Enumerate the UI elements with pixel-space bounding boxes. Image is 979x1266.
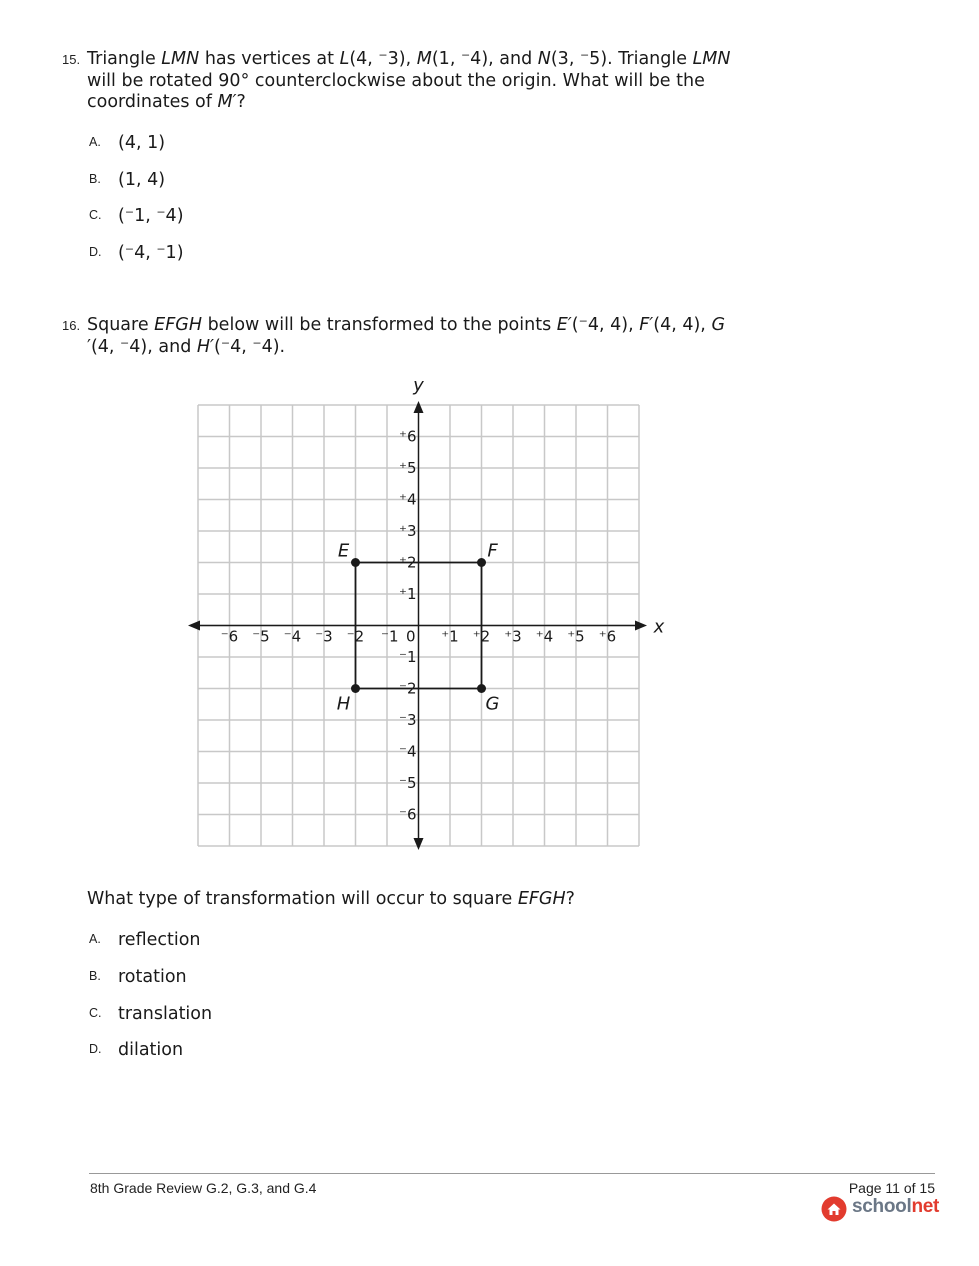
- choice-letter: B.: [89, 172, 101, 186]
- choice-letter: D.: [89, 1042, 102, 1056]
- term: LMN: [161, 49, 200, 69]
- vertex-label: G: [485, 693, 500, 715]
- choice-letter: B.: [89, 969, 101, 983]
- choice-letter: C.: [89, 208, 102, 222]
- text: (⁻4, 4),: [571, 315, 640, 335]
- x-tick-label: ⁻6: [220, 627, 239, 646]
- y-tick-label: ⁺6: [399, 427, 417, 446]
- choice-text: reflection: [118, 930, 201, 950]
- term: EFGH: [154, 315, 203, 335]
- x-tick-label: ⁺3: [504, 627, 522, 646]
- choice-text: translation: [118, 1004, 213, 1024]
- text: (4, 4),: [653, 315, 712, 335]
- y-tick-label: ⁺1: [399, 585, 417, 603]
- x-tick-label: ⁺6: [598, 627, 617, 646]
- term: M′: [217, 92, 237, 112]
- y-tick-label: ⁻2: [399, 679, 417, 698]
- stem-line: [87, 92, 787, 114]
- x-tick-label: 0: [405, 627, 416, 646]
- text: below will be transformed to the points: [202, 315, 557, 335]
- text: ?: [565, 889, 575, 909]
- choice-letter: A.: [89, 135, 101, 149]
- axes: [188, 375, 665, 850]
- text: (4, ⁻3),: [349, 49, 417, 69]
- text: Triangle: [87, 49, 162, 69]
- y-tick-label: ⁺2: [399, 553, 417, 572]
- y-tick-label: ⁺5: [399, 459, 417, 477]
- text: Square: [87, 315, 155, 335]
- x-tick-label: ⁻4: [283, 627, 302, 646]
- choice-text: dilation: [118, 1040, 184, 1060]
- logo-word: school: [852, 1196, 912, 1217]
- question-number: 16.: [62, 318, 81, 333]
- choice-text: (⁻1, ⁻4): [118, 206, 184, 226]
- stem-line: [87, 49, 787, 71]
- choice-letter: C.: [89, 1006, 102, 1020]
- logo-word: net: [911, 1196, 940, 1217]
- page-number: Page 11 of 15: [848, 1180, 935, 1196]
- x-axis-arrow-left: [188, 621, 200, 631]
- choice-text: (4, 1): [118, 133, 166, 153]
- term: LMN: [692, 49, 731, 69]
- term: EFGH: [517, 889, 566, 909]
- y-tick-label: ⁻4: [399, 742, 417, 761]
- vertex-point: [351, 558, 360, 567]
- footer-divider: [89, 1173, 935, 1174]
- stem-line: [87, 315, 787, 337]
- question-stem: [87, 49, 787, 114]
- vertex-point: [351, 684, 360, 693]
- x-tick-label: ⁺4: [535, 627, 554, 646]
- x-tick-label: ⁺5: [567, 627, 585, 646]
- choice-text: rotation: [118, 967, 187, 987]
- coordinate-graph: [190, 375, 665, 851]
- text: (3, ⁻5). Triangle: [550, 49, 693, 69]
- y-axis-arrow-down: [414, 838, 424, 850]
- x-tick-label: ⁻2: [346, 627, 365, 646]
- x-tick-label: ⁺1: [441, 627, 459, 646]
- term: N: [537, 49, 551, 69]
- x-tick-label: ⁻1: [381, 627, 399, 646]
- term: G: [711, 315, 725, 335]
- stem-line: [87, 337, 787, 359]
- choice-text: (1, 4): [118, 170, 166, 190]
- term: F′: [639, 315, 654, 335]
- vertex-point: [477, 558, 486, 567]
- choice-text: (⁻4, ⁻1): [118, 243, 184, 263]
- x-axis-label: x: [653, 616, 665, 638]
- text: (⁻4, ⁻4).: [214, 336, 286, 357]
- question-number: 15.: [62, 52, 81, 67]
- text: (1, ⁻4), and: [431, 49, 538, 69]
- text: has vertices at: [199, 49, 340, 69]
- term: H′: [196, 336, 215, 357]
- house-icon: [821, 1196, 847, 1222]
- y-tick-label: ⁻1: [399, 648, 417, 666]
- y-tick-label: ⁻3: [399, 711, 417, 729]
- footer-title: 8th Grade Review G.2, G.3, and G.4: [90, 1180, 317, 1196]
- text: What type of transformation will occur to square: [87, 889, 518, 909]
- x-tick-label: ⁻3: [315, 627, 333, 646]
- vertex-point: [477, 684, 486, 693]
- y-tick-label: ⁺4: [399, 490, 417, 509]
- x-tick-label: ⁻5: [252, 627, 270, 646]
- choice-letter: A.: [89, 932, 101, 946]
- vertex-label: E: [337, 540, 350, 562]
- y-tick-label: ⁻5: [399, 774, 417, 792]
- y-tick-label: ⁺3: [399, 522, 417, 540]
- vertex-label: H: [336, 693, 351, 715]
- stem-line: will be rotated 90° counterclockwise about the origin. What will be the: [87, 70, 705, 91]
- y-tick-label: ⁻6: [399, 805, 417, 824]
- question-prompt: [87, 889, 787, 911]
- text: coordinates of: [87, 92, 218, 112]
- y-axis-arrow-up: [414, 401, 424, 413]
- choice-letter: D.: [89, 245, 102, 259]
- term: E′: [556, 315, 572, 335]
- x-tick-label: ⁺2: [472, 627, 491, 646]
- term: L: [339, 49, 350, 69]
- logo-wordmark: [852, 1196, 939, 1218]
- question-stem: [87, 315, 787, 358]
- text: ?: [236, 92, 246, 112]
- x-axis-arrow-right: [635, 621, 647, 631]
- vertex-label: F: [487, 540, 498, 562]
- term: M: [416, 49, 432, 69]
- text: ′(4, ⁻4), and: [87, 336, 197, 357]
- y-axis-label: y: [413, 375, 424, 396]
